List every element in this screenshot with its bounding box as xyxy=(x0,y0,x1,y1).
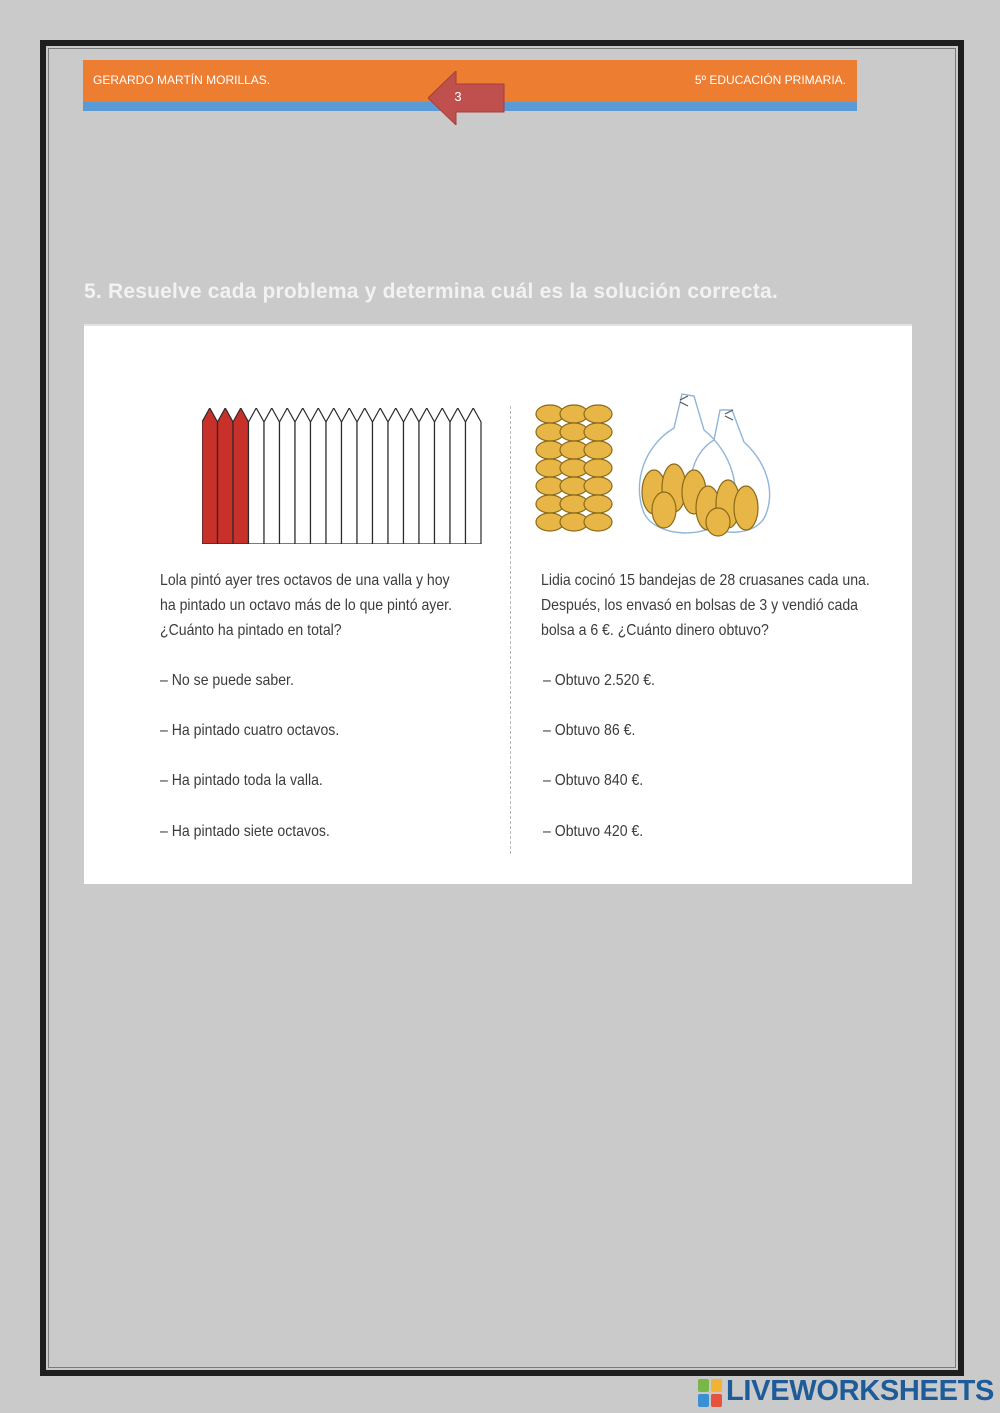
brand-name: LIVEWORKSHEETS xyxy=(726,1375,995,1407)
problem-2-option[interactable]: – Obtuvo 2.520 €. xyxy=(543,672,655,689)
problem-2-option[interactable]: – Obtuvo 840 €. xyxy=(543,772,644,789)
problem-1-statement xyxy=(160,568,452,643)
fence-icon xyxy=(202,408,488,544)
problem-2-line: Después, los envasó en bolsas de 3 y vendió cada xyxy=(541,597,859,614)
header-course: 5º EDUCACIÓN PRIMARIA. xyxy=(694,73,846,87)
problem-2-option[interactable]: – Obtuvo 420 €. xyxy=(543,823,644,840)
problem-2-option[interactable]: – Obtuvo 86 €. xyxy=(543,722,636,739)
question-title: 5. Resuelve cada problema y determina cuál es la solución correcta. xyxy=(84,280,778,303)
problem-1-option[interactable]: – Ha pintado siete octavos. xyxy=(160,823,330,840)
problem-1-option[interactable]: – No se puede saber. xyxy=(160,672,294,689)
page-number: 3 xyxy=(454,89,462,104)
exercise-panel xyxy=(84,324,912,884)
problem-1-line: ha pintado un octavo más de lo que pintó ayer. xyxy=(160,597,452,614)
problem-1-option[interactable]: – Ha pintado toda la valla. xyxy=(160,772,323,789)
liveworksheets-icon xyxy=(697,1378,723,1408)
column-divider xyxy=(510,406,511,854)
problem-2-line: Lidia cocinó 15 bandejas de 28 cruasanes cada una. xyxy=(541,572,870,589)
header-author: GERARDO MARTÍN MORILLAS. xyxy=(93,73,271,87)
problem-1-line: Lola pintó ayer tres octavos de una valla y hoy xyxy=(160,572,450,589)
problem-2-statement xyxy=(541,568,870,643)
problem-1-line: ¿Cuánto ha pintado en total? xyxy=(160,622,342,639)
problem-2-line: bolsa a 6 €. ¿Cuánto dinero obtuvo? xyxy=(541,622,769,639)
problem-1-option[interactable]: – Ha pintado cuatro octavos. xyxy=(160,722,340,739)
croissants-icon xyxy=(532,388,782,548)
liveworksheets-logo xyxy=(697,1375,997,1411)
